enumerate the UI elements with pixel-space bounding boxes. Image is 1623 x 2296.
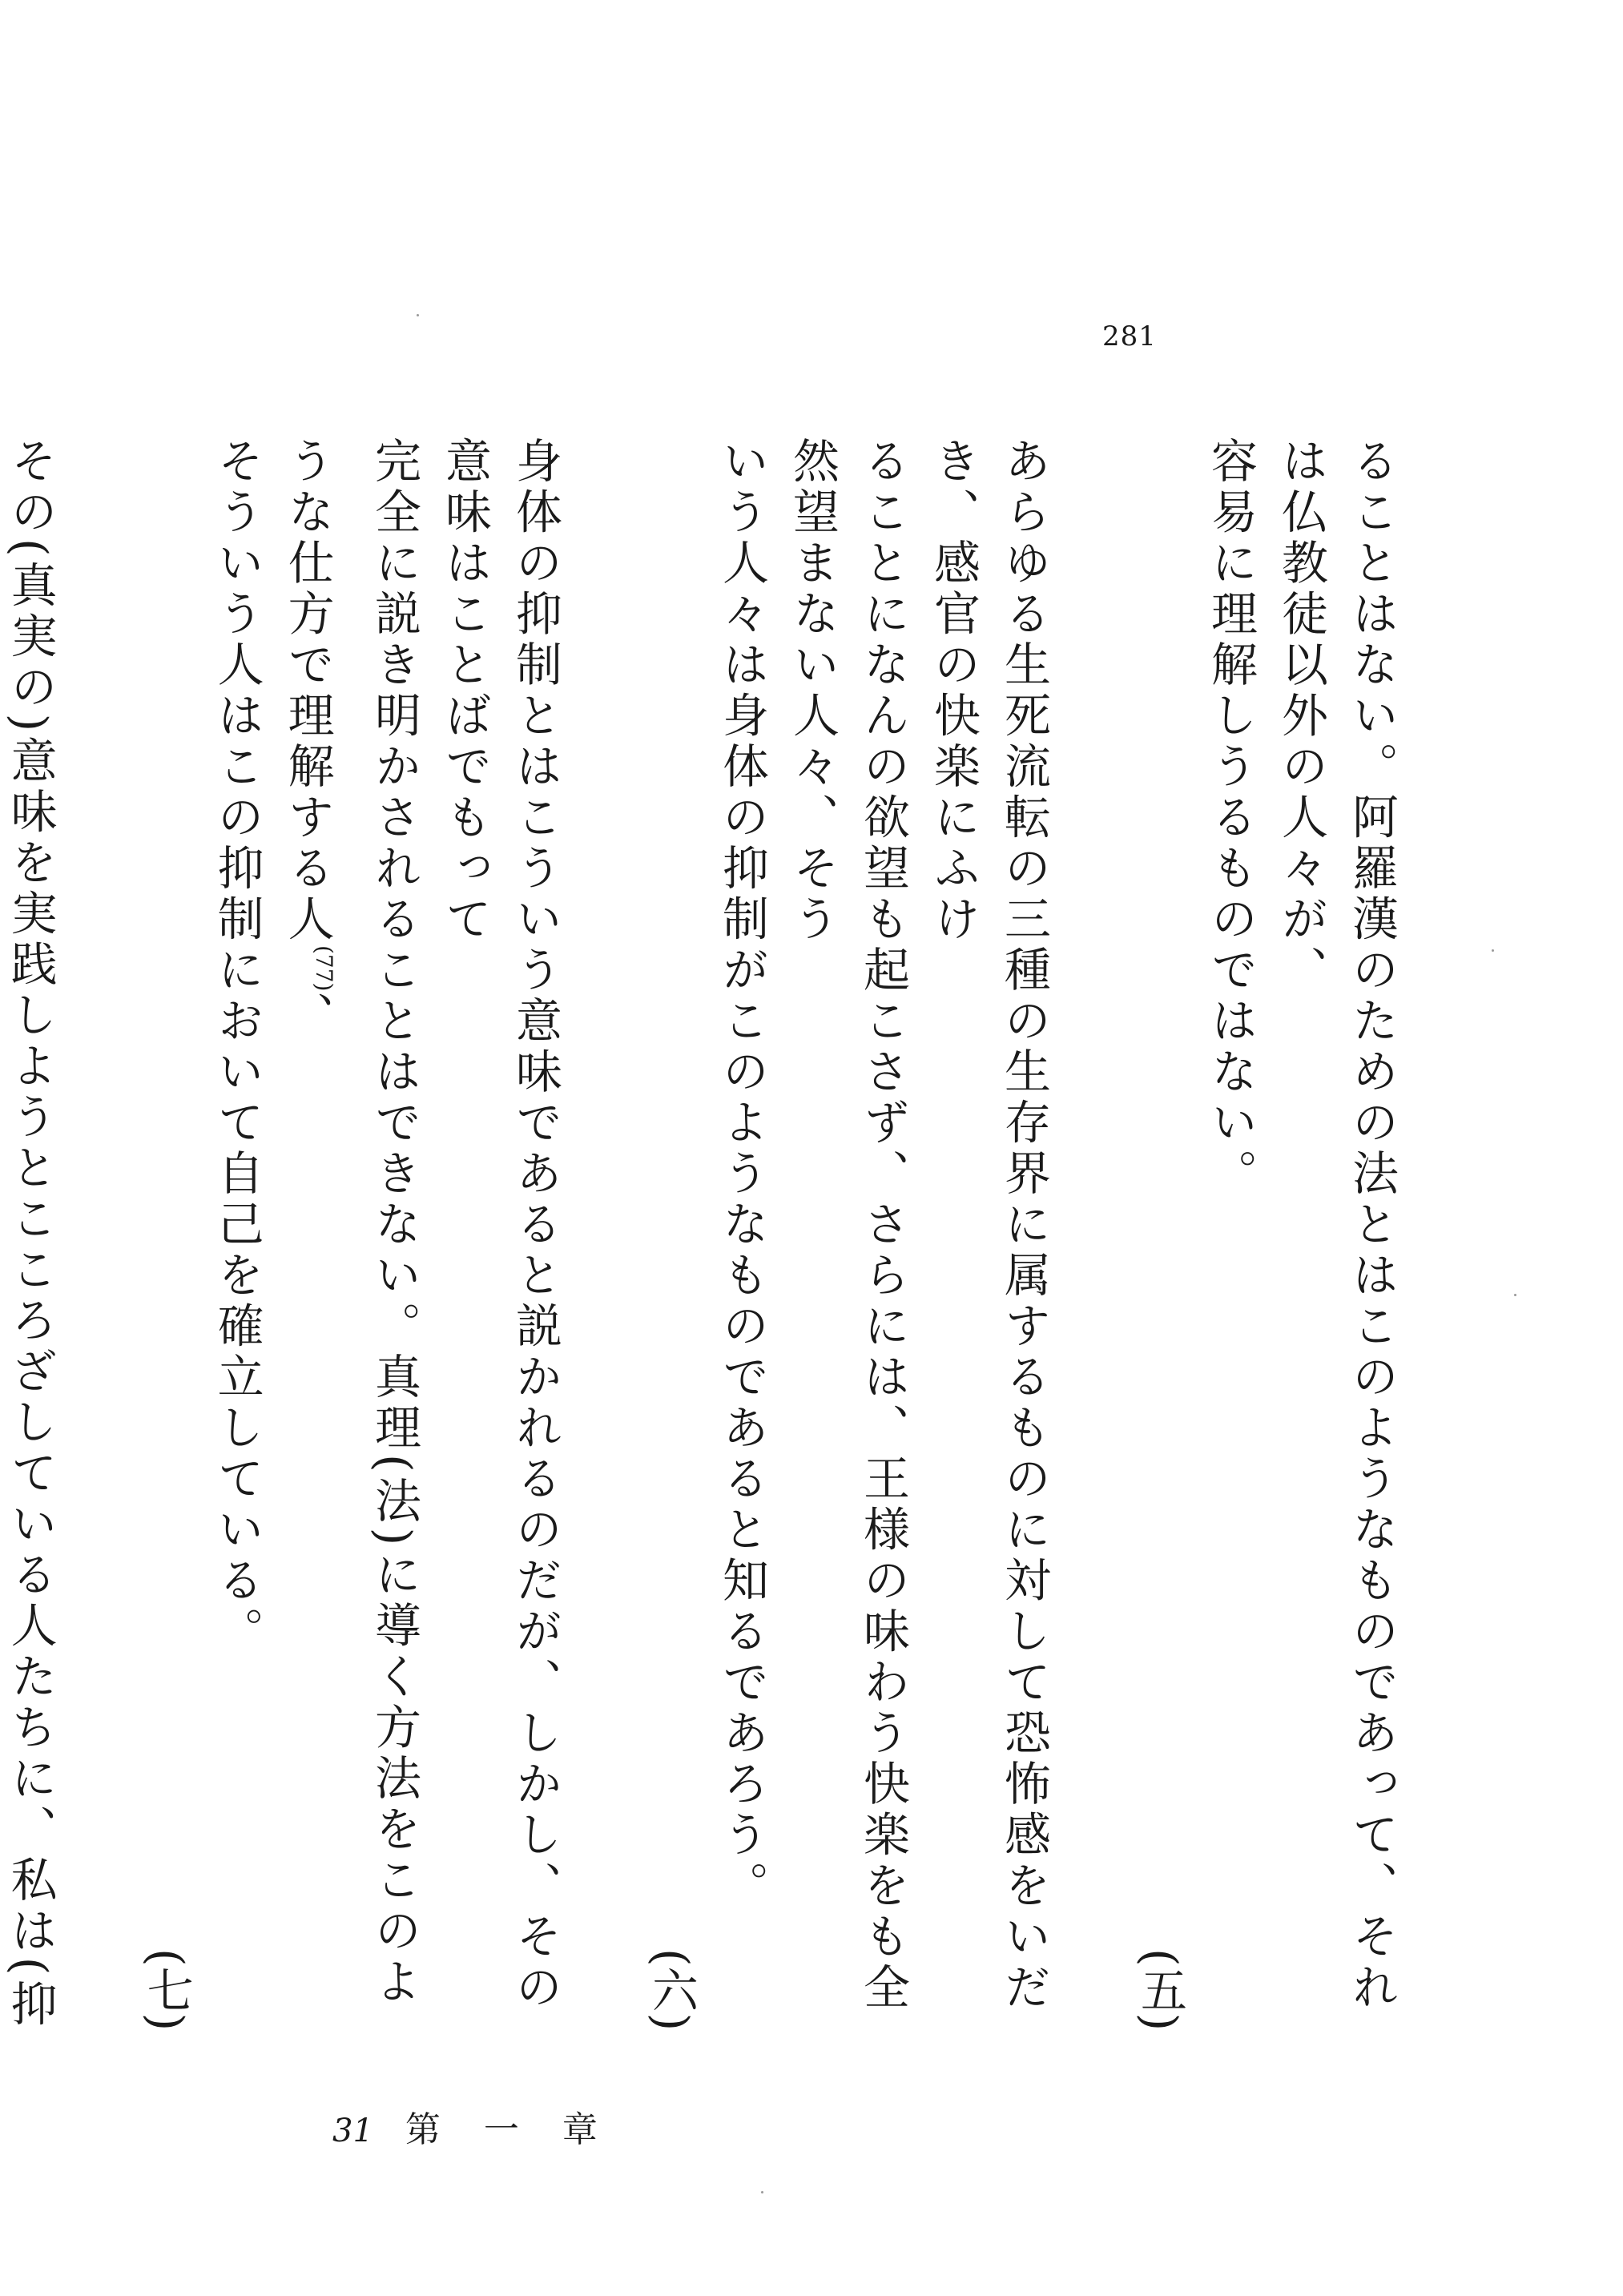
scan-speck [417,314,419,316]
paragraph-5 [1125,437,1407,2031]
paragraph-6 [636,437,1059,2031]
verse-marker: (七) [139,1948,194,2031]
paragraph-7 [131,437,570,2031]
text-line: 身体の抑制とはこういう意味であると説かれるのだが、しかし、その意味はことばでもって [437,437,562,2014]
page-footer [332,2101,614,2152]
scan-speck [761,2191,763,2193]
chapter-title: 第 一 章 [405,2109,614,2150]
text-line: ることになんの欲望も起こさず、さらには、王様の味わう快楽をも全然望まない人々、そう [785,437,910,2014]
paragraph-8 [0,437,66,2031]
note-reference: (77) [311,945,337,992]
text-line: 完全に説き明かされることはできない。真理(法)に導く方法をこのような仕方で理解する人 [280,437,421,2008]
text-line: そういう人はこの抑制において自己を確立している。 [209,437,264,1658]
text-line: 容易に理解しうるものではない。 [1203,437,1258,1200]
verse-marker: (五) [1133,1948,1187,2031]
text-line: あらゆる生死流転の三種の生存界に属するものに対して恐怖感をいだき、感官の快楽にふけ [926,437,1051,2014]
text-line: ることはない。阿羅漢のための法とはこのようなものであって、それは仏教徒以外の人々が、 [1274,437,1399,2014]
body-text [0,437,1407,2031]
scan-speck [1492,949,1494,952]
page-number: 281 [1102,320,1157,352]
folio-number: 31 [332,2113,373,2149]
verse-marker: (六) [644,1948,699,2031]
text-line: その(真実の)意味を実践しようとこころざしている人たちに、私は(抑 [2,437,58,2031]
scan-speck [1514,1294,1516,1296]
text-line: 、 [280,991,335,1042]
text-line: いう人々は身体の抑制がこのようなものであると知るであろう。 [715,437,769,1912]
